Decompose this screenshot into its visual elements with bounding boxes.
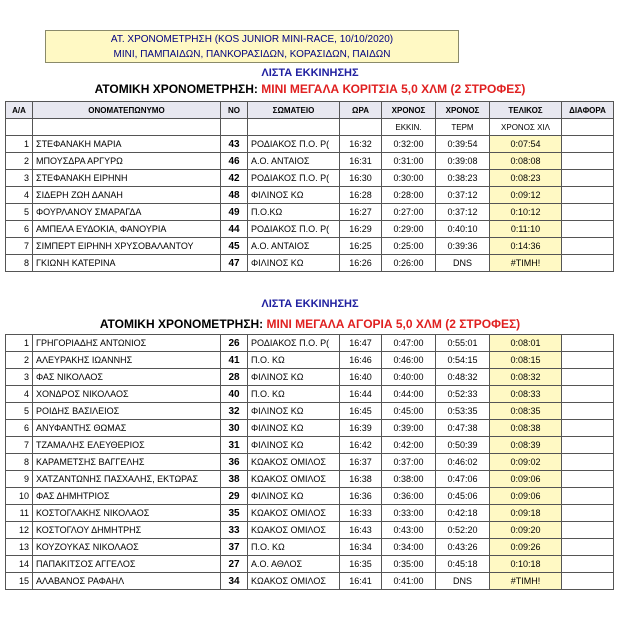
bib-number: 49 (221, 204, 248, 221)
table-row (6, 420, 614, 437)
club-name: ΚΩΑΚΟΣ ΟΜΙΛΟΣ (248, 454, 340, 471)
category-name: ΜΙΝΙ ΜΕΓΑΛΑ ΑΓΟΡΙΑ 5,0 ΧΛΜ (2 ΣΤΡΟΦΕΣ) (266, 317, 521, 331)
club-name: ΚΩΑΚΟΣ ΟΜΙΛΟΣ (248, 522, 340, 539)
club-name: ΦΙΛΙΝΟΣ ΚΩ (248, 255, 340, 272)
bib-number: 35 (221, 505, 248, 522)
row-number: 8 (6, 454, 33, 471)
start-hour: 16:39 (340, 420, 382, 437)
col-club: ΣΩΜΑΤΕΙΟ (248, 102, 340, 119)
club-name: ΦΙΛΙΝΟΣ ΚΩ (248, 369, 340, 386)
end-time: 0:47:38 (436, 420, 490, 437)
row-number: 3 (6, 170, 33, 187)
difference (562, 403, 614, 420)
club-name: Α.Ο. ΑΝΤΑΙΟΣ (248, 238, 340, 255)
club-name: ΦΙΛΙΝΟΣ ΚΩ (248, 488, 340, 505)
end-time: 0:40:10 (436, 221, 490, 238)
athlete-name: ΜΠΟΥΣΔΡΑ ΑΡΓΥΡΩ (33, 153, 221, 170)
athlete-name: ΣΙΜΠΕΡΤ ΕΙΡΗΝΗ ΧΡΥΣΟΒΑΛΑΝΤΟΥ (33, 238, 221, 255)
end-time: 0:37:12 (436, 187, 490, 204)
start-time: 0:27:00 (382, 204, 436, 221)
club-name: ΡΟΔΙΑΚΟΣ Π.Ο. Ρ( (248, 136, 340, 153)
final-time: 0:14:36 (490, 238, 562, 255)
results-table-girls (5, 101, 614, 272)
bib-number: 31 (221, 437, 248, 454)
club-name: Π.Ο.ΚΩ (248, 204, 340, 221)
athlete-name: ΣΤΕΦΑΝΑΚΗ ΜΑΡΙΑ (33, 136, 221, 153)
col-sub-start: ΕΚΚΙΝ. (382, 119, 436, 136)
difference (562, 454, 614, 471)
start-hour: 16:42 (340, 437, 382, 454)
event-header (45, 30, 459, 63)
athlete-name: ΓΡΗΓΟΡΙΑΔΗΣ ΑΝΤΩΝΙΟΣ (33, 335, 221, 352)
difference (562, 420, 614, 437)
difference (562, 437, 614, 454)
row-number: 4 (6, 187, 33, 204)
start-time: 0:35:00 (382, 556, 436, 573)
athlete-name: ΦΑΣ ΝΙΚΟΛΑΟΣ (33, 369, 221, 386)
end-time: 0:55:01 (436, 335, 490, 352)
club-name: ΚΩΑΚΟΣ ΟΜΙΛΟΣ (248, 573, 340, 590)
start-time: 0:42:00 (382, 437, 436, 454)
end-time: 0:52:33 (436, 386, 490, 403)
bib-number: 44 (221, 221, 248, 238)
row-number: 11 (6, 505, 33, 522)
table-row (6, 335, 614, 352)
col-hour: ΩΡΑ (340, 102, 382, 119)
bib-number: 42 (221, 170, 248, 187)
start-hour: 16:25 (340, 238, 382, 255)
table-row (6, 556, 614, 573)
bib-number: 46 (221, 153, 248, 170)
athlete-name: ΚΟΥΖΟΥΚΑΣ ΝΙΚΟΛΑΟΣ (33, 539, 221, 556)
end-time: 0:43:26 (436, 539, 490, 556)
row-number: 6 (6, 221, 33, 238)
final-time: 0:08:01 (490, 335, 562, 352)
club-name: Π.Ο. ΚΩ (248, 352, 340, 369)
bib-number: 33 (221, 522, 248, 539)
table-row (6, 454, 614, 471)
end-time: 0:52:20 (436, 522, 490, 539)
start-hour: 16:34 (340, 539, 382, 556)
end-time: 0:53:35 (436, 403, 490, 420)
row-number: 5 (6, 204, 33, 221)
club-name: Α.Ο. ΑΝΤΑΙΟΣ (248, 153, 340, 170)
col-sub-final: ΧΡΟΝΟΣ ΧΙΛ (490, 119, 562, 136)
athlete-name: ΠΑΠΑΚΙΤΣΟΣ ΑΓΓΕΛΟΣ (33, 556, 221, 573)
club-name: Π.Ο. ΚΩ (248, 539, 340, 556)
bib-number: 38 (221, 471, 248, 488)
table-row (6, 204, 614, 221)
difference (562, 369, 614, 386)
start-time: 0:43:00 (382, 522, 436, 539)
start-hour: 16:33 (340, 505, 382, 522)
difference (562, 573, 614, 590)
start-hour: 16:38 (340, 471, 382, 488)
col-no: ΝΟ (221, 102, 248, 119)
start-hour: 16:35 (340, 556, 382, 573)
club-name: ΦΙΛΙΝΟΣ ΚΩ (248, 437, 340, 454)
final-time: 0:09:02 (490, 454, 562, 471)
athlete-name: ΦΑΣ ΔΗΜΗΤΡΙΟΣ (33, 488, 221, 505)
final-time: 0:08:23 (490, 170, 562, 187)
athlete-name: ΡΟΙΔΗΣ ΒΑΣΙΛΕΙΟΣ (33, 403, 221, 420)
start-hour: 16:44 (340, 386, 382, 403)
difference (562, 221, 614, 238)
difference (562, 255, 614, 272)
final-time: 0:09:06 (490, 471, 562, 488)
table-row (6, 153, 614, 170)
table-row (6, 488, 614, 505)
category-prefix: ΑΤΟΜΙΚΗ ΧΡΟΝΟΜΕΤΡΗΣΗ: (99, 317, 267, 331)
row-number: 9 (6, 471, 33, 488)
start-hour: 16:46 (340, 352, 382, 369)
final-time: 0:10:18 (490, 556, 562, 573)
start-hour: 16:31 (340, 153, 382, 170)
table-header-row (6, 102, 614, 119)
end-time: 0:42:18 (436, 505, 490, 522)
table-row (6, 471, 614, 488)
start-hour: 16:29 (340, 221, 382, 238)
final-time: 0:09:12 (490, 187, 562, 204)
bib-number: 48 (221, 187, 248, 204)
bib-number: 27 (221, 556, 248, 573)
table-row (6, 369, 614, 386)
final-time: 0:08:33 (490, 386, 562, 403)
start-time: 0:44:00 (382, 386, 436, 403)
difference (562, 386, 614, 403)
table-row (6, 221, 614, 238)
row-number: 8 (6, 255, 33, 272)
end-time: 0:39:36 (436, 238, 490, 255)
final-time: 0:08:39 (490, 437, 562, 454)
bib-number: 28 (221, 369, 248, 386)
athlete-name: ΑΛΑΒΑΝΟΣ ΡΑΦΑΗΛ (33, 573, 221, 590)
start-time: 0:47:00 (382, 335, 436, 352)
table-row (6, 352, 614, 369)
end-time: 0:38:23 (436, 170, 490, 187)
row-number: 1 (6, 335, 33, 352)
row-number: 4 (6, 386, 33, 403)
table-row (6, 238, 614, 255)
club-name: ΚΩΑΚΟΣ ΟΜΙΛΟΣ (248, 471, 340, 488)
start-hour: 16:45 (340, 403, 382, 420)
row-number: 1 (6, 136, 33, 153)
table-subheader-row (6, 119, 614, 136)
start-time: 0:40:00 (382, 369, 436, 386)
difference (562, 238, 614, 255)
final-time: 0:11:10 (490, 221, 562, 238)
final-time: 0:08:38 (490, 420, 562, 437)
difference (562, 539, 614, 556)
athlete-name: ΤΖΑΜΑΛΗΣ ΕΛΕΥΘΕΡΙΟΣ (33, 437, 221, 454)
athlete-name: ΓΚΙΩΝΗ ΚΑΤΕΡΙΝΑ (33, 255, 221, 272)
athlete-name: ΧΑΤΖΑΝΤΩΝΗΣ ΠΑΣΧΑΛΗΣ, ΕΚΤΩΡΑΣ (33, 471, 221, 488)
bib-number: 37 (221, 539, 248, 556)
start-time: 0:31:00 (382, 153, 436, 170)
bib-number: 45 (221, 238, 248, 255)
table-row (6, 170, 614, 187)
start-hour: 16:26 (340, 255, 382, 272)
end-time: 0:45:18 (436, 556, 490, 573)
difference (562, 505, 614, 522)
athlete-name: ΑΛΕΥΡΑΚΗΣ ΙΩΑΝΝΗΣ (33, 352, 221, 369)
difference (562, 170, 614, 187)
category-name: ΜΙΝΙ ΜΕΓΑΛΑ ΚΟΡΙΤΣΙΑ 5,0 ΧΛΜ (2 ΣΤΡΟΦΕΣ) (261, 82, 526, 96)
row-number: 7 (6, 238, 33, 255)
club-name: Π.Ο. ΚΩ (248, 386, 340, 403)
final-time: 0:08:35 (490, 403, 562, 420)
event-categories: ΜΙΝΙ, ΠΑΜΠΑΙΔΩΝ, ΠΑΝΚΟΡΑΣΙΔΩΝ, ΚΟΡΑΣΙΔΩΝ, ΠΑΙΔΩΝ (113, 49, 391, 60)
col-time-end: ΧΡΟΝΟΣ (436, 102, 490, 119)
athlete-name: ΣΤΕΦΑΝΑΚΗ ΕΙΡΗΝΗ (33, 170, 221, 187)
table-row (6, 573, 614, 590)
final-time: 0:10:12 (490, 204, 562, 221)
end-time: 0:46:02 (436, 454, 490, 471)
difference (562, 335, 614, 352)
end-time: 0:39:08 (436, 153, 490, 170)
startlist-title-1: ΛΙΣΤΑ ΕΚΚΙΝΗΣΗΣ (261, 67, 359, 79)
table-row (6, 255, 614, 272)
athlete-name: ΑΝΥΦΑΝΤΗΣ ΘΩΜΑΣ (33, 420, 221, 437)
start-time: 0:30:00 (382, 170, 436, 187)
bib-number: 41 (221, 352, 248, 369)
start-time: 0:25:00 (382, 238, 436, 255)
start-hour: 16:43 (340, 522, 382, 539)
end-time: 0:45:06 (436, 488, 490, 505)
col-aa: Α/Α (6, 102, 33, 119)
table-row (6, 539, 614, 556)
row-number: 13 (6, 539, 33, 556)
row-number: 7 (6, 437, 33, 454)
table-row (6, 136, 614, 153)
start-time: 0:38:00 (382, 471, 436, 488)
row-number: 6 (6, 420, 33, 437)
final-time: #ΤΙΜΗ! (490, 573, 562, 590)
row-number: 2 (6, 153, 33, 170)
end-time: DNS (436, 573, 490, 590)
bib-number: 34 (221, 573, 248, 590)
table-row (6, 505, 614, 522)
end-time: 0:50:39 (436, 437, 490, 454)
club-name: Α.Ο. ΑΘΛΟΣ (248, 556, 340, 573)
club-name: ΡΟΔΙΑΚΟΣ Π.Ο. Ρ( (248, 221, 340, 238)
start-time: 0:39:00 (382, 420, 436, 437)
col-diff: ΔΙΑΦΟΡΑ (562, 102, 614, 119)
start-time: 0:41:00 (382, 573, 436, 590)
col-final: ΤΕΛΙΚΟΣ (490, 102, 562, 119)
final-time: 0:09:06 (490, 488, 562, 505)
start-hour: 16:36 (340, 488, 382, 505)
end-time: 0:48:32 (436, 369, 490, 386)
club-name: ΦΙΛΙΝΟΣ ΚΩ (248, 403, 340, 420)
bib-number: 29 (221, 488, 248, 505)
bib-number: 30 (221, 420, 248, 437)
col-sub-end: ΤΕΡΜ (436, 119, 490, 136)
col-name: ΟΝΟΜΑΤΕΠΩΝΥΜΟ (33, 102, 221, 119)
start-time: 0:26:00 (382, 255, 436, 272)
club-name: ΦΙΛΙΝΟΣ ΚΩ (248, 420, 340, 437)
bib-number: 43 (221, 136, 248, 153)
final-time: 0:09:20 (490, 522, 562, 539)
difference (562, 556, 614, 573)
athlete-name: ΣΙΔΕΡΗ ΖΩΗ ΔΑΝΑΗ (33, 187, 221, 204)
category-title-2 (0, 317, 620, 331)
table-row (6, 403, 614, 420)
athlete-name: ΚΟΣΤΟΓΛΑΚΗΣ ΝΙΚΟΛΑΟΣ (33, 505, 221, 522)
difference (562, 204, 614, 221)
start-time: 0:29:00 (382, 221, 436, 238)
club-name: ΡΟΔΙΑΚΟΣ Π.Ο. Ρ( (248, 170, 340, 187)
table-row (6, 187, 614, 204)
final-time: 0:08:08 (490, 153, 562, 170)
table-row (6, 437, 614, 454)
final-time: 0:09:18 (490, 505, 562, 522)
start-time: 0:37:00 (382, 454, 436, 471)
start-hour: 16:37 (340, 454, 382, 471)
bib-number: 26 (221, 335, 248, 352)
start-hour: 16:41 (340, 573, 382, 590)
col-time-start: ΧΡΟΝΟΣ (382, 102, 436, 119)
row-number: 15 (6, 573, 33, 590)
table-row (6, 522, 614, 539)
event-title: ΑΤ. ΧΡΟΝΟΜΕΤΡΗΣΗ (KOS JUNIOR MINI-RACE, 10/10/2020) (110, 34, 394, 45)
athlete-name: ΧΟΝΔΡΟΣ ΝΙΚΟΛΑΟΣ (33, 386, 221, 403)
row-number: 3 (6, 369, 33, 386)
end-time: 0:39:54 (436, 136, 490, 153)
athlete-name: ΑΜΠΕΛΑ ΕΥΔΟΚΙΑ, ΦΑΝΟΥΡΙΑ (33, 221, 221, 238)
results-table-boys (5, 334, 614, 590)
difference (562, 488, 614, 505)
club-name: ΦΙΛΙΝΟΣ ΚΩ (248, 187, 340, 204)
start-time: 0:33:00 (382, 505, 436, 522)
final-time: 0:08:32 (490, 369, 562, 386)
start-time: 0:36:00 (382, 488, 436, 505)
final-time: 0:09:26 (490, 539, 562, 556)
bib-number: 40 (221, 386, 248, 403)
athlete-name: ΚΑΡΑΜΕΤΣΗΣ ΒΑΓΓΕΛΗΣ (33, 454, 221, 471)
start-hour: 16:40 (340, 369, 382, 386)
start-hour: 16:28 (340, 187, 382, 204)
row-number: 12 (6, 522, 33, 539)
club-name: ΡΟΔΙΑΚΟΣ Π.Ο. Ρ( (248, 335, 340, 352)
final-time: 0:07:54 (490, 136, 562, 153)
bib-number: 36 (221, 454, 248, 471)
row-number: 10 (6, 488, 33, 505)
difference (562, 136, 614, 153)
start-time: 0:32:00 (382, 136, 436, 153)
table-row (6, 386, 614, 403)
difference (562, 471, 614, 488)
row-number: 5 (6, 403, 33, 420)
startlist-title-2: ΛΙΣΤΑ ΕΚΚΙΝΗΣΗΣ (261, 298, 359, 310)
final-time: #ΤΙΜΗ! (490, 255, 562, 272)
start-time: 0:46:00 (382, 352, 436, 369)
category-prefix: ΑΤΟΜΙΚΗ ΧΡΟΝΟΜΕΤΡΗΣΗ: (94, 82, 262, 96)
start-hour: 16:47 (340, 335, 382, 352)
athlete-name: ΦΟΥΡΛΑΝΟΥ ΣΜΑΡΑΓΔΑ (33, 204, 221, 221)
final-time: 0:08:15 (490, 352, 562, 369)
club-name: ΚΩΑΚΟΣ ΟΜΙΛΟΣ (248, 505, 340, 522)
end-time: 0:47:06 (436, 471, 490, 488)
difference (562, 522, 614, 539)
end-time: DNS (436, 255, 490, 272)
start-hour: 16:32 (340, 136, 382, 153)
start-time: 0:28:00 (382, 187, 436, 204)
category-title-1 (0, 82, 620, 96)
start-time: 0:45:00 (382, 403, 436, 420)
end-time: 0:37:12 (436, 204, 490, 221)
row-number: 14 (6, 556, 33, 573)
start-time: 0:34:00 (382, 539, 436, 556)
athlete-name: ΚΟΣΤΟΓΛΟΥ ΔΗΜΗΤΡΗΣ (33, 522, 221, 539)
bib-number: 47 (221, 255, 248, 272)
bib-number: 32 (221, 403, 248, 420)
start-hour: 16:27 (340, 204, 382, 221)
row-number: 2 (6, 352, 33, 369)
end-time: 0:54:15 (436, 352, 490, 369)
start-hour: 16:30 (340, 170, 382, 187)
difference (562, 187, 614, 204)
difference (562, 153, 614, 170)
difference (562, 352, 614, 369)
